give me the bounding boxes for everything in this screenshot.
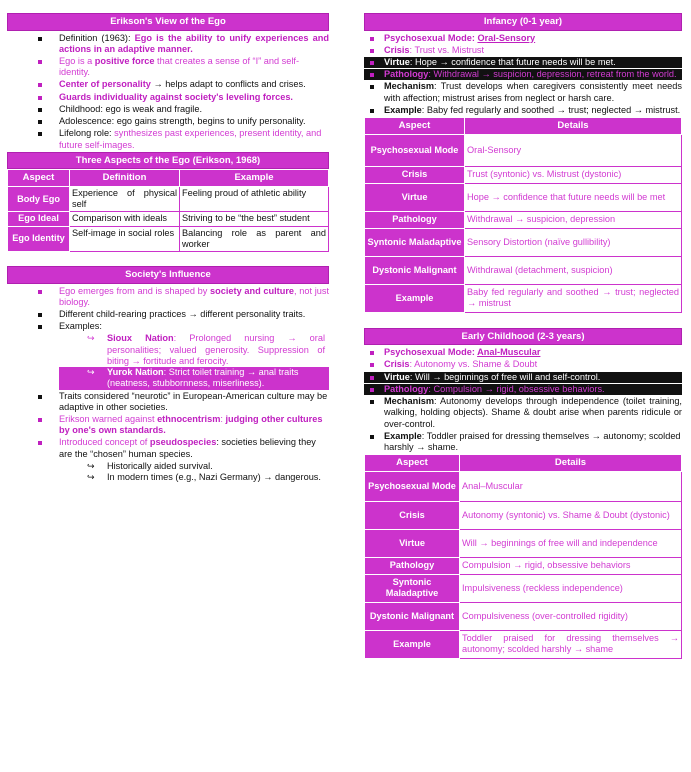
examples-sublist: [59, 333, 329, 389]
text-bold: Sioux Nation: [107, 333, 174, 344]
row-header: Crisis: [365, 166, 465, 183]
column-header: Aspect: [8, 170, 70, 187]
return-arrow-icon: ↪: [87, 460, 95, 471]
text-bold: positive force: [94, 56, 155, 67]
list-item-highlight: [364, 57, 682, 68]
list-item: Psychosexual Mode: Anal-Muscular: [364, 347, 682, 358]
value: Anal-Muscular: [477, 347, 541, 358]
table-cell: Compulsiveness (over-controlled rigidity): [460, 602, 682, 630]
section-title-society: Society's Influence: [7, 266, 329, 284]
list-item: [7, 33, 329, 55]
pseudospecies-sublist: [59, 461, 329, 483]
table-cell: Toddler praised for dressing themselves → autonomy; scolded harshly → shame: [460, 630, 682, 658]
text: , not just biology.: [59, 285, 329, 307]
table-cell: Withdrawal → suspicion, depression: [465, 211, 682, 228]
early-childhood-table: [364, 454, 682, 659]
table-row: [365, 574, 682, 602]
list-item: [7, 309, 329, 320]
table-cell: Hope → confidence that future needs will be met: [465, 183, 682, 211]
row-header: Dystonic Malignant: [365, 256, 465, 284]
table-cell: Striving to be “the best” student: [180, 212, 329, 226]
text: Childhood: ego is weak and fragile.: [59, 103, 203, 114]
text: Ego emerges from and is shaped by: [59, 285, 211, 296]
list-item: [7, 92, 329, 103]
text: Lifelong role:: [59, 128, 115, 139]
text-bold: pseudospecies: [149, 437, 217, 448]
section-title-three-aspects: Three Aspects of the Ego (Erikson, 1968): [7, 152, 329, 170]
table-cell: Experience of physical self: [70, 186, 180, 211]
text-bold: Center of personality: [59, 79, 151, 90]
value: : Autonomy vs. Shame & Doubt: [409, 359, 538, 370]
row-header: Virtue: [365, 183, 465, 211]
label: Pathology: [384, 383, 429, 394]
table-row: [365, 256, 682, 284]
table-cell: Anal–Muscular: [460, 471, 682, 501]
list-item: [7, 321, 329, 389]
table-cell: Oral-Sensory: [465, 134, 682, 166]
text-bold: ethnocentrism: [157, 414, 221, 424]
row-header: Pathology: [365, 211, 465, 228]
early-childhood-list: [364, 347, 682, 453]
list-item: [364, 396, 682, 430]
text: Different child-rearing practices → different personality traits.: [59, 309, 306, 320]
section-title-ego-view: Erikson's View of the Ego: [7, 13, 329, 31]
label: Psychosexual Mode: [384, 347, 472, 358]
ego-view-list: [7, 33, 329, 151]
value: Oral-Sensory: [477, 32, 536, 43]
list-item-highlight: [364, 372, 682, 383]
return-arrow-icon: ↪: [87, 472, 95, 483]
table-row: [365, 602, 682, 630]
value: : Autonomy develops through independence (toilet training, walking, holding objects). Shame & doubt arise when parents ridicule or over-control.: [384, 396, 682, 429]
row-header: Example: [365, 630, 460, 658]
text: Historically aided survival.: [107, 460, 213, 471]
table-row: [365, 183, 682, 211]
table-cell: Self-image in social roles: [70, 226, 180, 251]
text: that creates a sense of “I” and self-identity.: [59, 56, 300, 78]
sub-list-item: [59, 461, 329, 472]
row-header: Virtue: [365, 529, 460, 557]
value: : Will → beginnings of free will and self-control.: [409, 371, 601, 382]
table-row: [365, 284, 682, 312]
column-header: Definition: [70, 170, 180, 187]
list-item: [7, 56, 329, 78]
text: : societies believing they are the “chosen” human species.: [59, 437, 316, 459]
table-cell: Autonomy (syntonic) vs. Shame & Doubt (dystonic): [460, 501, 682, 529]
label: Mechanism: [384, 396, 435, 407]
return-arrow-icon: ↪: [87, 333, 95, 344]
column-header: Aspect: [365, 455, 460, 472]
row-header: Psychosexual Mode: [365, 134, 465, 166]
table-cell: Impulsiveness (reckless independence): [460, 574, 682, 602]
table-row: [365, 529, 682, 557]
table-cell: Sensory Distortion (naïve gullibility): [465, 228, 682, 256]
table-row: [365, 134, 682, 166]
value: : Hope → confidence that future needs will be met.: [409, 57, 616, 68]
table-row: [8, 212, 329, 226]
label: Example: [384, 104, 422, 115]
label: Virtue: [384, 371, 410, 382]
value: : Compulsion → rigid, obsessive behaviors.: [428, 383, 605, 394]
column-header: Example: [180, 170, 329, 187]
table-row: [365, 211, 682, 228]
table-cell: Trust (syntonic) vs. Mistrust (dystonic): [465, 166, 682, 183]
list-item: [7, 391, 329, 413]
society-list: [7, 286, 329, 484]
table-cell: Withdrawal (detachment, suspicion): [465, 256, 682, 284]
table-cell: Feeling proud of athletic ability: [180, 186, 329, 211]
list-item: [7, 116, 329, 127]
label: Pathology: [384, 69, 429, 80]
list-item: [364, 431, 682, 453]
text-bold: Guards individuality against society's leveling forces.: [59, 91, 293, 102]
row-header: Dystonic Malignant: [365, 602, 460, 630]
row-header: Example: [365, 284, 465, 312]
table-row: [365, 471, 682, 501]
label: Virtue: [384, 57, 410, 68]
section-title-early-childhood: Early Childhood (2-3 years): [364, 328, 682, 346]
text: In modern times (e.g., Nazi Germany) → dangerous.: [107, 472, 321, 483]
value: : Withdrawal → suspicion, depression, retreat from the world.: [428, 69, 677, 80]
infancy-table: [364, 117, 682, 313]
table-row: [8, 186, 329, 211]
table-cell: Compulsion → rigid, obsessive behaviors: [460, 557, 682, 574]
text: Examples:: [59, 321, 102, 332]
column-header: Aspect: [365, 118, 465, 135]
sub-list-item: [59, 333, 329, 367]
value: : Toddler praised for dressing themselves → autonomy; scolded harshly → shame.: [384, 430, 681, 453]
return-arrow-icon: ↪: [87, 367, 95, 378]
table-row: [365, 557, 682, 574]
table-header-row: [365, 118, 682, 135]
three-aspects-table: [7, 169, 329, 252]
sub-list-item: [59, 472, 329, 483]
section-title-infancy: Infancy (0-1 year): [364, 13, 682, 31]
table-cell: Will → beginnings of free will and independence: [460, 529, 682, 557]
definition-label: Definition (1963):: [59, 32, 135, 43]
table-cell: Baby fed regularly and soothed → trust; neglected → mistrust: [465, 284, 682, 312]
value: : Trust vs. Mistrust: [409, 44, 485, 55]
text: synthesizes past experiences, present identity, and future self-images.: [59, 128, 322, 150]
table-row: [365, 166, 682, 183]
table-cell: Balancing role as parent and worker: [180, 226, 329, 251]
left-column: [7, 13, 329, 484]
table-header-row: [365, 455, 682, 472]
list-item: [364, 105, 682, 116]
row-header: Body Ego: [8, 186, 70, 211]
text: Introduced concept of: [59, 437, 150, 448]
text: Traits considered “neurotic” in European-American culture may be adaptive in other societies.: [59, 390, 328, 412]
text: Ego is a: [59, 56, 95, 67]
list-item: [364, 81, 682, 103]
list-item: [7, 79, 329, 90]
text: :: [220, 414, 226, 424]
text: → helps adapt to conflicts and crises.: [150, 79, 306, 90]
text-bold: Yurok Nation: [107, 367, 164, 378]
text: Erikson warned against: [59, 414, 158, 424]
text-bold: judging other cultures by one's own standards.: [59, 414, 323, 436]
list-item: [7, 128, 329, 150]
row-header: Ego Identity: [8, 226, 70, 251]
list-item-highlight: [364, 384, 682, 395]
list-item-highlight: [364, 69, 682, 80]
table-row: [365, 228, 682, 256]
row-header: Crisis: [365, 501, 460, 529]
label: Mechanism: [384, 81, 435, 92]
text-bold: society and culture: [210, 285, 295, 296]
table-header-row: [8, 170, 329, 187]
list-item: [364, 45, 682, 56]
table-cell: Comparison with ideals: [70, 212, 180, 226]
value: : Baby fed regularly and soothed → trust; neglected → mistrust.: [421, 104, 681, 115]
list-item: Psychosexual Mode: Oral-Sensory: [364, 33, 682, 44]
label: Example: [384, 430, 422, 441]
row-header: Syntonic Maladaptive: [365, 574, 460, 602]
text: : Prolonged nursing → oral personalities; valued generosity. Suppression of biting → fortitude and ferocity.: [107, 333, 325, 366]
value: : Trust develops when caregivers consistently meet needs with affection; mistrust arises from neglect or harsh care.: [384, 81, 682, 103]
table-row: [8, 226, 329, 251]
definition-text: Ego is the ability to unify experiences and actions in an adaptive manner.: [59, 32, 329, 54]
right-column: [364, 13, 682, 659]
label: Crisis: [384, 359, 410, 370]
row-header: Psychosexual Mode: [365, 471, 460, 501]
label: Crisis: [384, 44, 410, 55]
row-header: Pathology: [365, 557, 460, 574]
row-header: Syntonic Maladaptive: [365, 228, 465, 256]
table-row: [365, 501, 682, 529]
sub-list-item-highlight: [59, 367, 329, 389]
column-header: Details: [465, 118, 682, 135]
list-item: [7, 414, 329, 436]
text: Adolescence: ego gains strength, begins to unify personality.: [59, 116, 306, 127]
infancy-list: [364, 33, 682, 117]
table-row: [365, 630, 682, 658]
column-header: Details: [460, 455, 682, 472]
list-item: [364, 359, 682, 370]
label: Psychosexual Mode: [384, 32, 472, 43]
list-item: [7, 437, 329, 483]
row-header: Ego Ideal: [8, 212, 70, 226]
list-item: [7, 104, 329, 115]
list-item: [7, 286, 329, 308]
text: : Strict toilet training → anal traits (neatness, stubbornness, miserliness).: [107, 367, 299, 389]
